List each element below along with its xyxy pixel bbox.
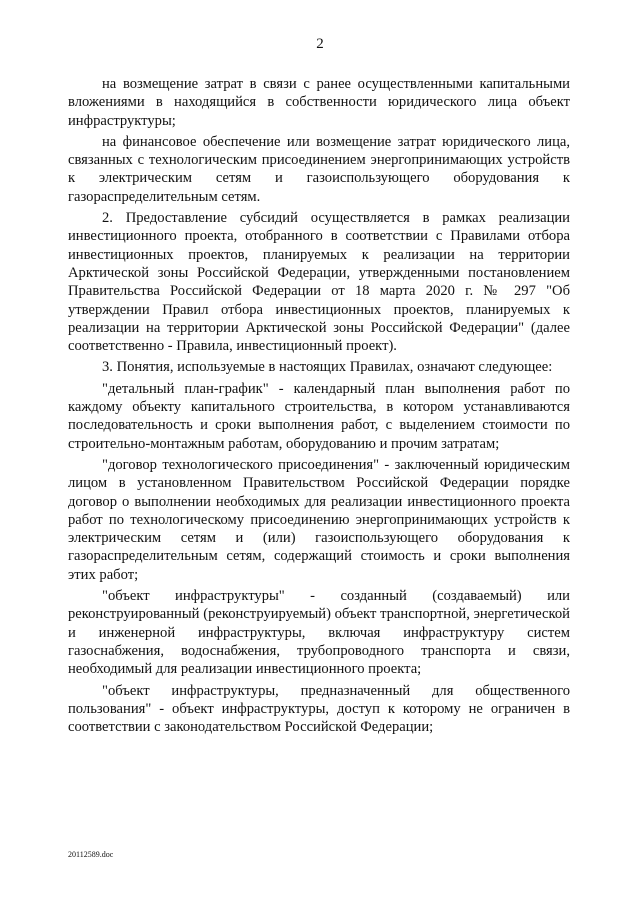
page-number: 2 <box>316 36 324 52</box>
document-body <box>68 75 570 739</box>
paragraph: 2. Предоставление субсидий осуществляется в рамках реализации инвестиционного проекта, отобранного в соответствии с Правилами отбора инвестиционных проектов, планируемых к реализации на территории Арктической зоны Российской Федерации, утвержденными постановлением Правительства Российской Федерации от 18 марта 2020 г. № 297 "Об утверждении Правил отбора инвестиционных проектов, планируемых к реализации на территории Арктической зоны Российской Федерации" (далее соответственно - Правила, инвестиционный проект). <box>68 210 570 355</box>
paragraph: на финансовое обеспечение или возмещение затрат юридического лица, связанных с технологическим присоединением энергопринимающих устройств к электрическим сетям и газоиспользующего оборудования к газораспределительным сетям. <box>68 133 570 205</box>
paragraph: "объект инфраструктуры, предназначенный для общественного пользования" - объект инфраструктуры, доступ к которому не ограничен в соответствии с законодательством Российской Федерации; <box>68 682 570 736</box>
footer-filename: 20112589.doc <box>68 850 114 859</box>
paragraph: на возмещение затрат в связи с ранее осуществленными капитальными вложениями в находящийся в собственности юридического лица объект инфраструктуры; <box>68 76 570 129</box>
paragraph: "объект инфраструктуры" - созданный (создаваемый) или реконструированный (реконструируемый) объект транспортной, энергетической и инженерной инфраструктуры, включая инфраструктуру систем газоснабжения, водоснабжения, трубопроводного транспорта и связи, необходимый для реализации инвестиционного проекта; <box>68 588 570 678</box>
paragraph: "договор технологического присоединения" - заключенный юридическим лицом в установленном Правительством Российской Федерации порядке договор о выполнении необходимых для реализации инвестиционного проекта работ по технологическому присоединению энергопринимающих устройств к электрическим сетям и (или) газоиспользующего оборудования к газораспределительным сетям, содержащий стоимость и сроки выполнения этих работ; <box>68 456 570 583</box>
paragraph: "детальный план-график" - календарный план выполнения работ по каждому объекту капитального строительства, в котором устанавливаются последовательность и сроки выполнения работ, с выделением стоимости по строительно-монтажным работам, оборудованию и прочим затратам; <box>68 380 570 452</box>
paragraph: 3. Понятия, используемые в настоящих Правилах, означают следующее: <box>102 359 553 376</box>
